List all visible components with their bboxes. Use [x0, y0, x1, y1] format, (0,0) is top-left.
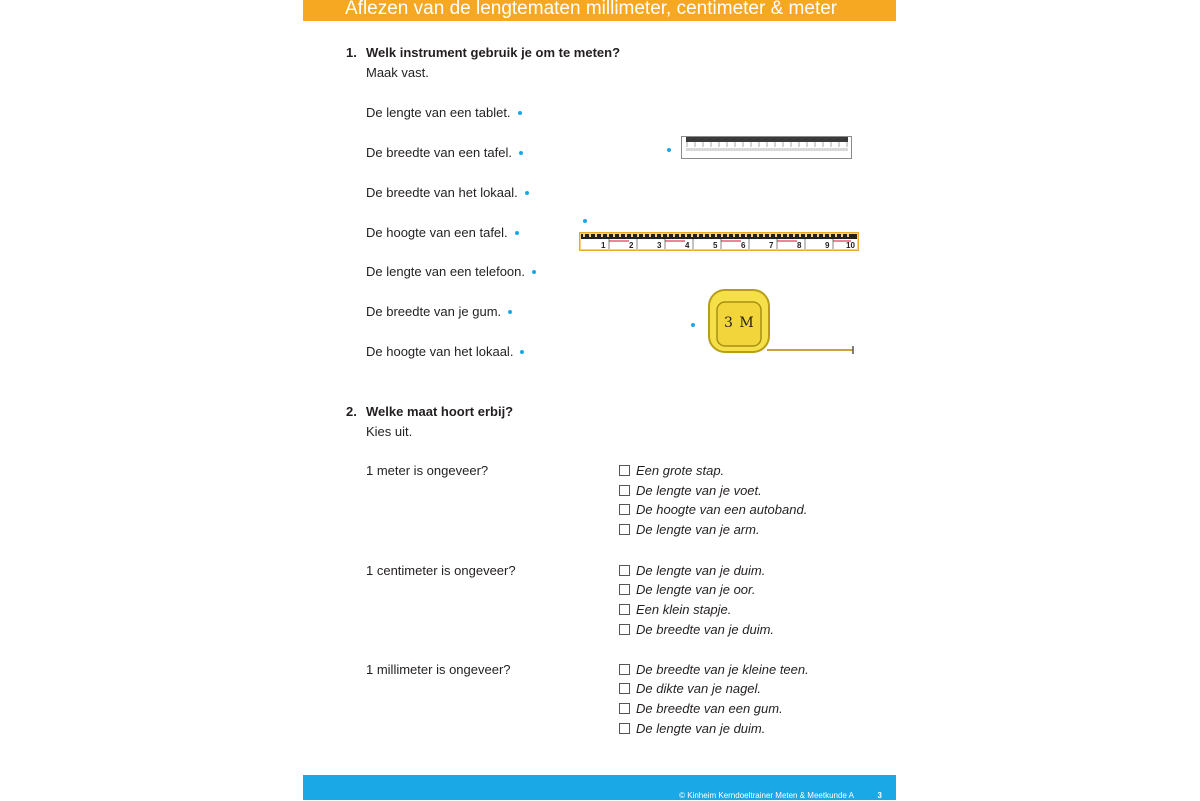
page-number: 3: [877, 791, 882, 800]
connect-dot[interactable]: [520, 350, 524, 354]
checkbox[interactable]: [619, 465, 630, 476]
folding-ruler-icon: [579, 232, 859, 252]
ruler-number: 3: [657, 241, 662, 250]
option-label: De lengte van je voet.: [636, 483, 762, 498]
footer-copyright: © Kinheim Kerndoeltrainer Meten & Meetkunde A: [679, 791, 854, 800]
checkbox[interactable]: [619, 723, 630, 734]
ruler-number: 1: [601, 241, 606, 250]
option-row[interactable]: [619, 681, 761, 696]
checkbox[interactable]: [619, 683, 630, 694]
connect-dot[interactable]: [515, 231, 519, 235]
option-row[interactable]: [619, 463, 724, 478]
sub-question-centimeter: 1 centimeter is ongeveer?: [366, 563, 516, 578]
instrument-dot-small-ruler[interactable]: [667, 148, 671, 152]
option-label: De breedte van een gum.: [636, 701, 783, 716]
small-ruler-icon: [681, 136, 853, 160]
instrument-dot-folding-ruler[interactable]: [583, 219, 587, 223]
option-row[interactable]: [619, 582, 755, 597]
match-item-label: De breedte van je gum.: [366, 304, 502, 319]
question-2-instruction: Kies uit.: [366, 424, 413, 439]
question-1-instruction: Maak vast.: [366, 65, 429, 80]
option-row[interactable]: [619, 721, 765, 736]
match-item-5: [366, 264, 536, 279]
match-item-label: De breedte van het lokaal.: [366, 185, 518, 200]
checkbox[interactable]: [619, 524, 630, 535]
question-1-title: Welk instrument gebruik je om te meten?: [366, 45, 621, 60]
match-item-1: [366, 105, 522, 120]
option-row[interactable]: [619, 483, 762, 498]
question-2-title: Welke maat hoort erbij?: [366, 404, 514, 419]
match-item-label: De hoogte van het lokaal.: [366, 344, 514, 359]
connect-dot[interactable]: [525, 191, 529, 195]
option-row[interactable]: [619, 522, 760, 537]
page-title: Aflezen van de lengtematen millimeter, centimeter & meter: [345, 0, 838, 19]
ruler-number: 10: [846, 241, 855, 250]
option-label: De breedte van je kleine teen.: [636, 662, 809, 677]
instrument-dot-tape-measure[interactable]: [691, 323, 695, 327]
connect-dot[interactable]: [519, 151, 523, 155]
match-item-label: De lengte van een tablet.: [366, 105, 511, 120]
option-row[interactable]: [619, 602, 731, 617]
match-item-label: De hoogte van een tafel.: [366, 225, 508, 240]
option-label: De hoogte van een autoband.: [636, 502, 808, 517]
match-item-6: [366, 304, 512, 319]
match-item-2: [366, 145, 523, 160]
match-item-4: [366, 225, 519, 240]
ruler-number: 4: [685, 241, 690, 250]
option-label: De lengte van je duim.: [636, 721, 766, 736]
option-row[interactable]: [619, 662, 809, 677]
option-label: De lengte van je arm.: [636, 522, 760, 537]
ruler-number: 6: [741, 241, 746, 250]
worksheet-page: [303, 0, 896, 800]
option-label: De lengte van je oor.: [636, 582, 756, 597]
option-label: Een klein stapje.: [636, 602, 732, 617]
checkbox[interactable]: [619, 664, 630, 675]
option-label: De lengte van je duim.: [636, 563, 766, 578]
checkbox[interactable]: [619, 584, 630, 595]
checkbox[interactable]: [619, 565, 630, 576]
sub-question-meter: 1 meter is ongeveer?: [366, 463, 489, 478]
checkbox[interactable]: [619, 504, 630, 515]
sub-question-millimeter: 1 millimeter is ongeveer?: [366, 662, 511, 677]
tape-measure-icon: [707, 288, 857, 358]
footer-bar: [303, 775, 896, 800]
option-row[interactable]: [619, 563, 765, 578]
question-1-number: 1.: [346, 45, 357, 60]
match-item-7: [366, 344, 524, 359]
header-bar: [303, 0, 896, 21]
match-item-label: De lengte van een telefoon.: [366, 264, 526, 279]
option-label: De breedte van je duim.: [636, 622, 775, 637]
checkbox[interactable]: [619, 604, 630, 615]
option-label: Een grote stap.: [636, 463, 725, 478]
tape-measure-label: 3 M: [724, 315, 755, 331]
connect-dot[interactable]: [508, 310, 512, 314]
match-item-label: De breedte van een tafel.: [366, 145, 512, 160]
ruler-number: 2: [629, 241, 634, 250]
option-row[interactable]: [619, 502, 807, 517]
ruler-number: 8: [797, 241, 802, 250]
checkbox[interactable]: [619, 485, 630, 496]
ruler-number: 7: [769, 241, 774, 250]
option-row[interactable]: [619, 622, 774, 637]
connect-dot[interactable]: [532, 270, 536, 274]
ruler-number: 9: [825, 241, 830, 250]
checkbox[interactable]: [619, 703, 630, 714]
checkbox[interactable]: [619, 624, 630, 635]
question-2-number: 2.: [346, 404, 357, 419]
option-row[interactable]: [619, 701, 783, 716]
connect-dot[interactable]: [518, 111, 522, 115]
ruler-number: 5: [713, 241, 718, 250]
match-item-3: [366, 185, 529, 200]
option-label: De dikte van je nagel.: [636, 681, 762, 696]
